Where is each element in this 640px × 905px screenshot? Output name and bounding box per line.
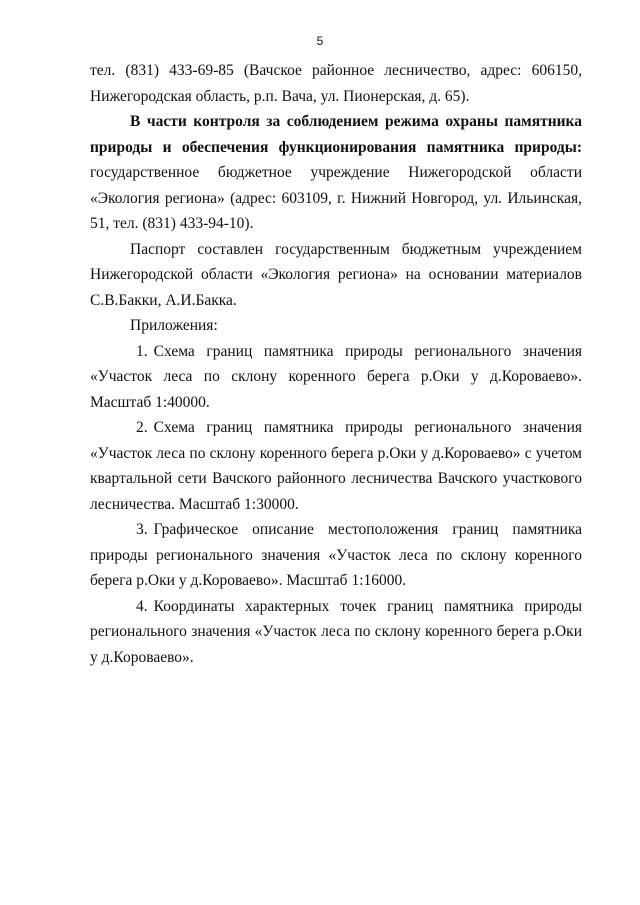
appendix-item (90, 594, 582, 671)
contact-paragraph: тел. (831) 433-69-85 (Вачское районное лесничество, адрес: 606150, Нижегородская область, р.п. Вача, ул. Пионерская, д. 65). (90, 62, 582, 105)
appendix-item (90, 339, 582, 416)
appendix-item-text: Схема границ памятника природы регионального значения «Участок леса по склону коренного берега р.Оки у д.Короваево». Масштаб 1:40000. (90, 342, 582, 411)
appendix-item-number: 3. (136, 521, 148, 538)
appendix-heading: Приложения: (130, 317, 218, 334)
appendix-item-text: Схема границ памятника природы регионального значения «Участок леса по склону коренного берега р.Оки у д.Короваево» с учетом квартальной сети Вачского районного лесничества Вачского участкового лесничества. Масштаб 1:30000. (90, 419, 582, 513)
control-text: государственное бюджетное учреждение Нижегородской области «Экология региона» (адрес: 603109, г. Нижний Новгород, ул. Ильинская, 51, тел. (831) 433-94-10). (90, 164, 582, 232)
passport-paragraph: Паспорт составлен государственным бюджетным учреждением Нижегородской области «Экология региона» на основании материалов С.В.Бакки, А.И.Бакка. (90, 240, 582, 309)
control-paragraph (90, 109, 582, 237)
appendix-item (90, 415, 582, 517)
appendix-item-number: 1. (136, 342, 148, 360)
appendix-item (90, 517, 582, 594)
page-number: 5 (316, 34, 324, 48)
appendix-item-text: Координаты характерных точек границ памятника природы регионального значения «Участок леса по склону коренного берега р.Оки у д.Короваево». (90, 597, 582, 666)
appendix-item-number: 4. (136, 597, 148, 615)
appendix-item-text: Графическое описание местоположения границ памятника природы регионального значения «Участок леса по склону коренного берега р.Оки у д.Короваево». Масштаб 1:16000. (90, 521, 582, 589)
appendix-item-number: 2. (136, 419, 148, 436)
control-heading-bold: В части контроля за соблюдением режима охраны памятника природы и обеспечения функционирования памятника природы: (90, 113, 582, 156)
document-body (90, 58, 582, 670)
